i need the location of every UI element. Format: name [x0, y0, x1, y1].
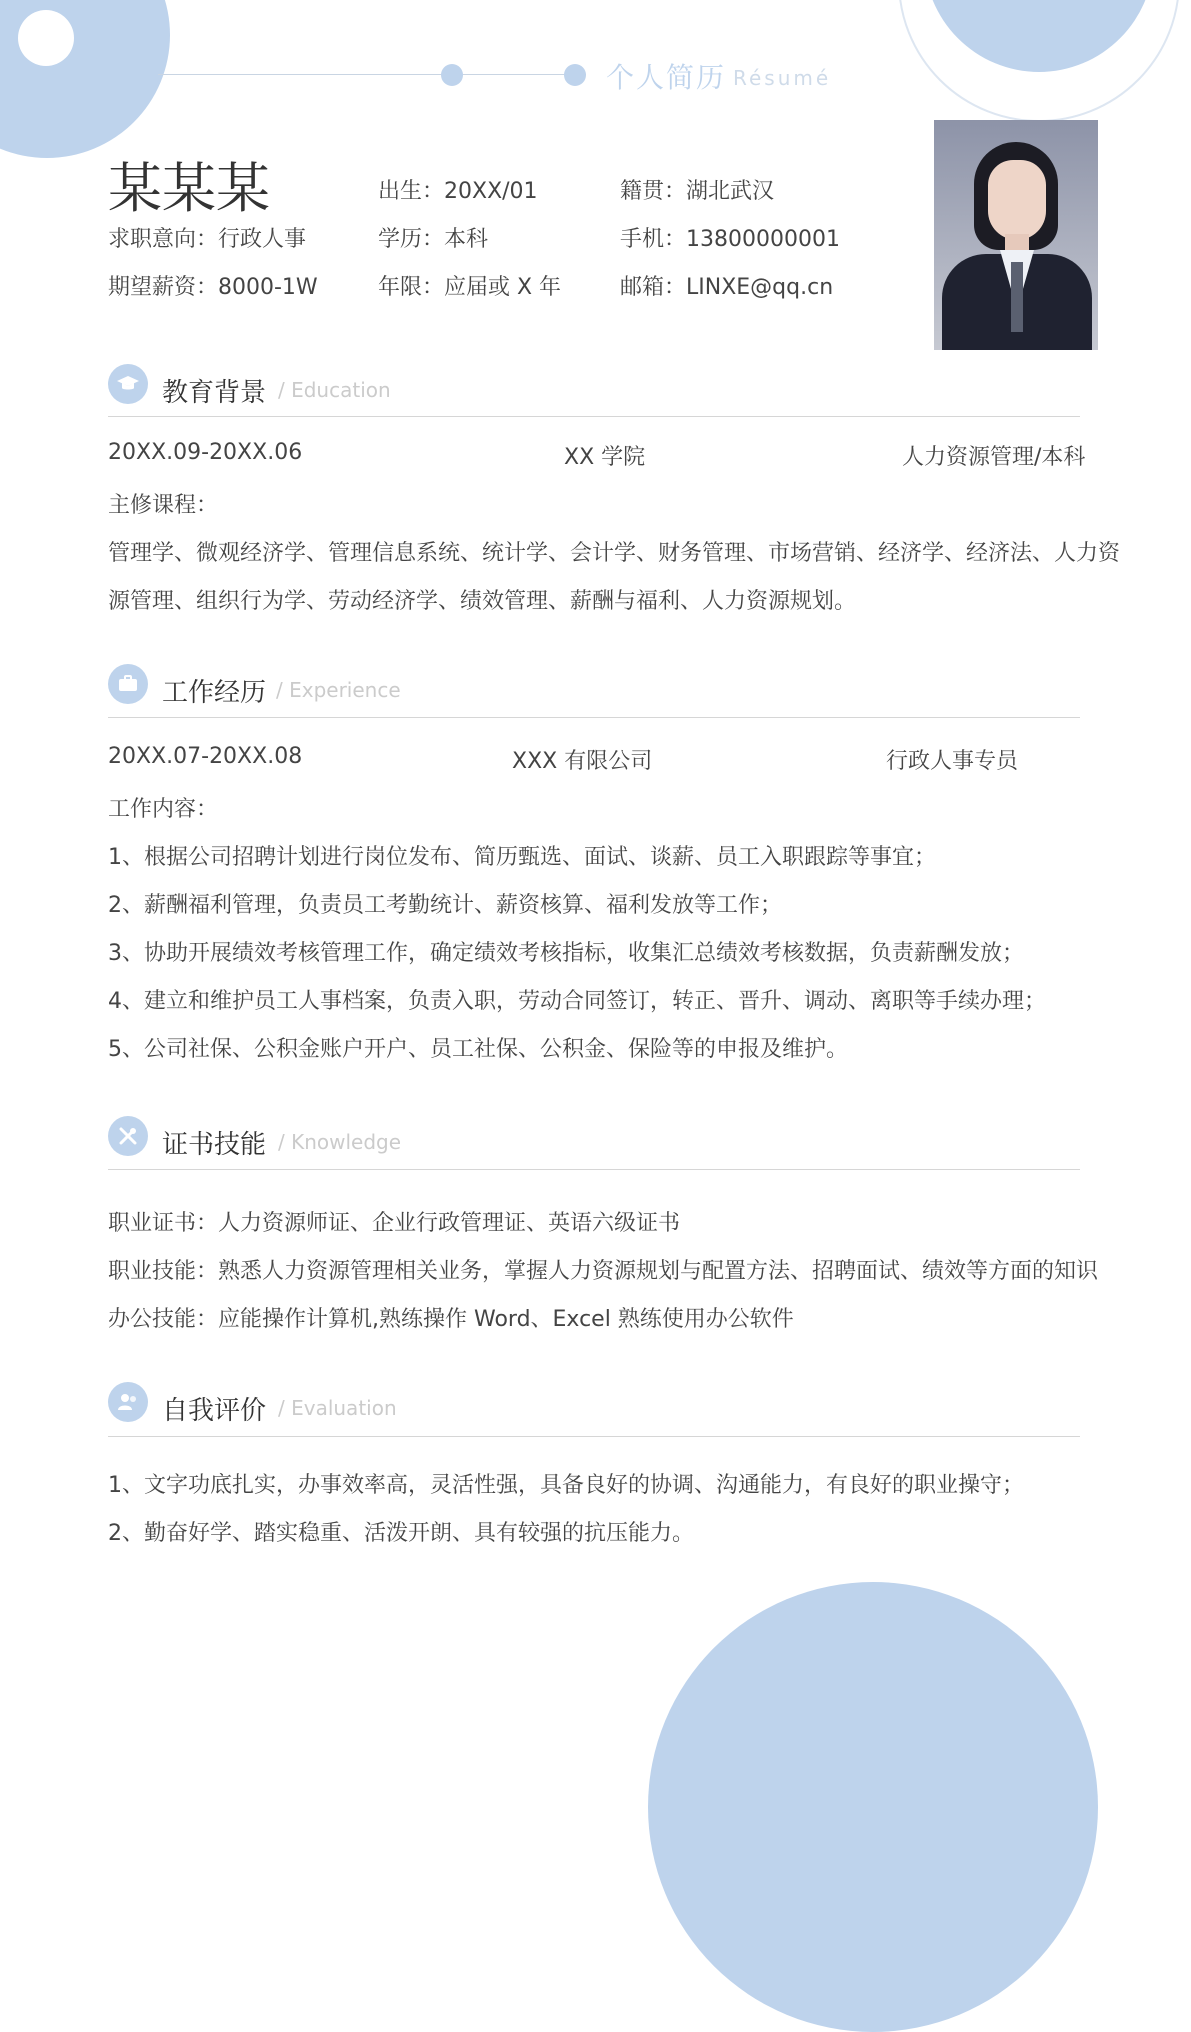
work-item: 3、协助开展绩效考核管理工作，确定绩效考核指标，收集汇总绩效考核数据，负责薪酬发放；	[108, 941, 1025, 966]
people-icon	[108, 1382, 148, 1422]
evaluation-item: 2、勤奋好学、踏实稳重、活泼开朗、具有较强的抗压能力。	[108, 1521, 694, 1546]
work-item: 1、根据公司招聘计划进行岗位发布、简历甄选、面试、谈薪、员工入职跟踪等事宜；	[108, 845, 936, 870]
experience-company: XXX 有限公司	[512, 749, 653, 774]
work-years: 年限：应届或 X 年	[378, 275, 562, 300]
education-degree: 学历：本科	[378, 227, 489, 252]
native-place: 籍贯：湖北武汉	[620, 179, 775, 204]
skills-section-subtitle: / Knowledge	[278, 1130, 402, 1154]
work-content-label: 工作内容：	[108, 797, 219, 822]
profile-photo	[934, 120, 1098, 350]
header-dot	[441, 64, 463, 86]
skill-item: 办公技能：应能操作计算机,熟练操作 Word、Excel 熟练使用办公软件	[108, 1307, 794, 1332]
experience-section-subtitle: / Experience	[276, 678, 401, 702]
job-intent: 求职意向：行政人事	[108, 227, 307, 252]
graduation-cap-icon	[108, 364, 148, 404]
work-item: 2、薪酬福利管理，负责员工考勤统计、薪资核算、福利发放等工作；	[108, 893, 782, 918]
tools-icon	[108, 1116, 148, 1156]
email-address: 邮箱：LINXE@qq.cn	[620, 275, 834, 300]
courses-label: 主修课程：	[108, 493, 219, 518]
work-item: 5、公司社保、公积金账户开户、员工社保、公积金、保险等的申报及维护。	[108, 1037, 848, 1062]
skills-divider	[108, 1169, 1080, 1170]
work-item: 4、建立和维护员工人事档案，负责入职，劳动合同签订，转正、晋升、调动、离职等手续办理；	[108, 989, 1047, 1014]
skills-section-title: 证书技能	[162, 1130, 267, 1160]
evaluation-section-subtitle: / Evaluation	[278, 1396, 397, 1420]
birth-date: 出生：20XX/01	[378, 179, 538, 204]
evaluation-divider	[108, 1436, 1080, 1437]
experience-divider	[108, 717, 1080, 718]
education-divider	[108, 416, 1080, 417]
phone-number: 手机：13800000001	[620, 227, 840, 252]
evaluation-item: 1、文字功底扎实，办事效率高，灵活性强，具备良好的协调、沟通能力，有良好的职业操守；	[108, 1473, 1025, 1498]
evaluation-section-title: 自我评价	[162, 1396, 267, 1426]
courses-line: 管理学、微观经济学、管理信息系统、统计学、会计学、财务管理、市场营销、经济学、经济法、人力资	[108, 541, 1121, 566]
education-section-subtitle: / Education	[278, 378, 391, 402]
experience-section-title: 工作经历	[162, 678, 267, 708]
education-date: 20XX.09-20XX.06	[108, 440, 303, 465]
courses-line: 源管理、组织行为学、劳动经济学、绩效管理、薪酬与福利、人力资源规划。	[108, 589, 857, 614]
resume-subtitle: Résumé	[733, 66, 832, 90]
header-dot	[564, 64, 586, 86]
candidate-name: 某某某	[108, 157, 270, 220]
expected-salary: 期望薪资：8000-1W	[108, 275, 318, 300]
decor-circle-bottom	[648, 1582, 1098, 2032]
education-section-title: 教育背景	[162, 378, 267, 408]
experience-date: 20XX.07-20XX.08	[108, 744, 303, 769]
briefcase-icon	[108, 664, 148, 704]
skill-item: 职业技能：熟悉人力资源管理相关业务，掌握人力资源规划与配置方法、招聘面试、绩效等方面的知识	[108, 1259, 1099, 1284]
header-line	[158, 74, 586, 75]
decor-circle-top-left-inner	[18, 10, 74, 66]
resume-title: 个人简历	[606, 61, 727, 94]
skill-item: 职业证书：人力资源师证、企业行政管理证、英语六级证书	[108, 1211, 681, 1236]
education-major: 人力资源管理/本科	[902, 445, 1086, 470]
education-school: XX 学院	[564, 445, 646, 470]
experience-position: 行政人事专员	[886, 749, 1019, 774]
